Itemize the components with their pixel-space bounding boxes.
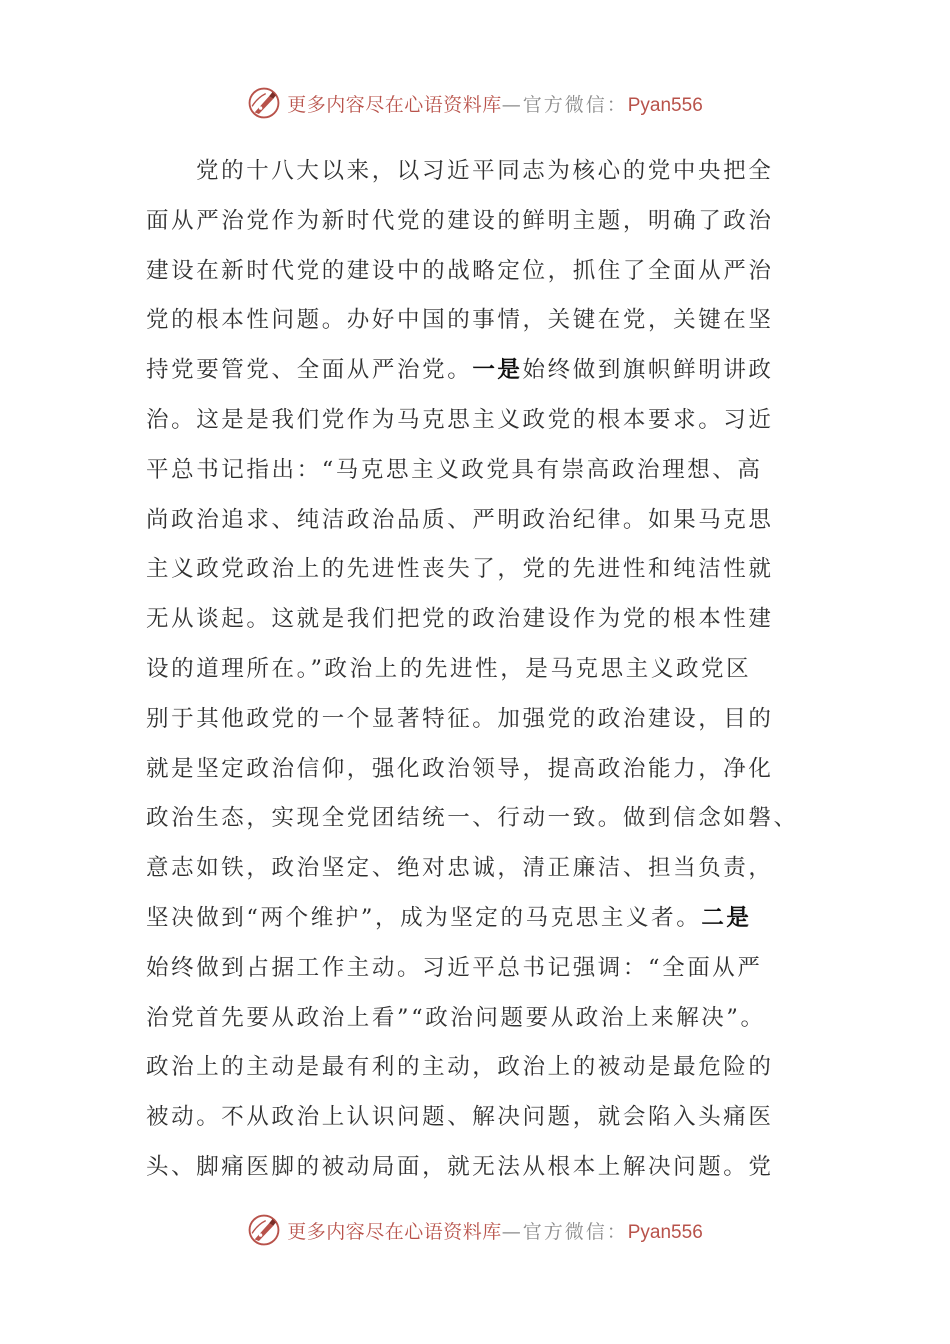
text-segment: 被动。不从政治上认识问题、解决问题，就会陷入头痛医 xyxy=(146,1104,774,1131)
text-line xyxy=(146,496,806,546)
footer-banner-main-text: 更多内容尽在心语资料库 xyxy=(287,1220,502,1243)
text-segment: 面从严治党作为新时代党的建设的鲜明主题，明确了政治 xyxy=(146,207,774,234)
text-segment: 无从谈起。这就是我们把党的政治建设作为党的根本性建 xyxy=(146,606,774,633)
footer-banner xyxy=(0,1210,950,1250)
text-line xyxy=(146,944,806,994)
text-segment: 始终做到旗帜鲜明讲政 xyxy=(522,357,774,384)
bold-marker-text: 二是 xyxy=(701,904,752,931)
footer-banner-text xyxy=(287,1217,703,1244)
header-banner-separator-text: —官方微信： xyxy=(501,93,628,116)
text-segment: 治。这是是我们党作为马克思主义政党的根本要求。习近 xyxy=(146,406,774,433)
text-segment: 党的十八大以来，以习近平同志为核心的党中央把全 xyxy=(196,158,774,184)
header-banner-content xyxy=(247,86,703,120)
text-line xyxy=(146,894,806,944)
text-line xyxy=(146,296,806,346)
text-line xyxy=(146,595,806,645)
text-line xyxy=(146,197,806,247)
text-line xyxy=(146,147,806,197)
text-line xyxy=(146,545,806,595)
footer-banner-separator-text: —官方微信： xyxy=(501,1220,628,1243)
text-line xyxy=(146,844,806,894)
text-segment: 政治上的主动是最有利的主动，政治上的被动是最危险的 xyxy=(146,1054,774,1081)
text-segment: 坚决做到“两个维护”，成为坚定的马克思主义者。 xyxy=(146,904,702,931)
text-segment: 主义政党政治上的先进性丧失了，党的先进性和纯洁性就 xyxy=(146,556,774,583)
text-segment: 尚政治追求、纯洁政治品质、严明政治纪律。如果马克思 xyxy=(146,506,774,533)
text-line xyxy=(146,396,806,446)
pen-nib-logo-icon xyxy=(247,86,281,120)
text-segment: 头、脚痛医脚的被动局面，就无法从根本上解决问题。党 xyxy=(146,1153,774,1180)
text-segment: 就是坚定政治信仰，强化政治领导，提高政治能力，净化 xyxy=(146,755,774,782)
text-segment: 平总书记指出：“马克思主义政党具有崇高政治理想、高 xyxy=(146,456,763,483)
text-line xyxy=(146,645,806,695)
text-segment: 政治生态，实现全党团结统一、行动一致。做到信念如磐、 xyxy=(146,805,799,832)
text-segment: 别于其他政党的一个显著特征。加强党的政治建设，目的 xyxy=(146,705,774,732)
text-line xyxy=(146,346,806,396)
text-segment: 治党首先要从政治上看”“政治问题要从政治上来解决”。 xyxy=(146,1004,766,1031)
header-banner xyxy=(0,83,950,123)
text-segment: 始终做到占据工作主动。习近平总书记强调：“全面从严 xyxy=(146,954,763,981)
pen-nib-logo-icon xyxy=(247,1213,281,1247)
text-line xyxy=(146,1043,806,1093)
text-line xyxy=(146,1143,806,1193)
text-line xyxy=(146,446,806,496)
text-segment: 建设在新时代党的建设中的战略定位，抓住了全面从严治 xyxy=(146,257,774,284)
header-banner-main-text: 更多内容尽在心语资料库 xyxy=(287,93,502,116)
text-line xyxy=(146,994,806,1044)
text-line xyxy=(146,745,806,795)
text-line xyxy=(146,695,806,745)
text-line xyxy=(146,247,806,297)
text-line xyxy=(146,794,806,844)
text-segment: 设的道理所在。”政治上的先进性，是马克思主义政党区 xyxy=(146,655,752,682)
bold-marker-text: 一是 xyxy=(472,357,523,384)
footer-banner-wechat-id: Pyan556 xyxy=(627,1221,703,1243)
header-banner-text xyxy=(287,90,703,117)
text-segment: 意志如铁，政治坚定、绝对忠诚，清正廉洁、担当负责， xyxy=(146,855,774,882)
footer-banner-content xyxy=(247,1213,703,1247)
text-segment: 持党要管党、全面从严治党。 xyxy=(146,357,473,384)
text-segment: 党的根本性问题。办好中国的事情，关键在党，关键在坚 xyxy=(146,307,774,334)
document-body xyxy=(146,147,806,1193)
text-line xyxy=(146,1093,806,1143)
header-banner-wechat-id: Pyan556 xyxy=(627,94,703,116)
